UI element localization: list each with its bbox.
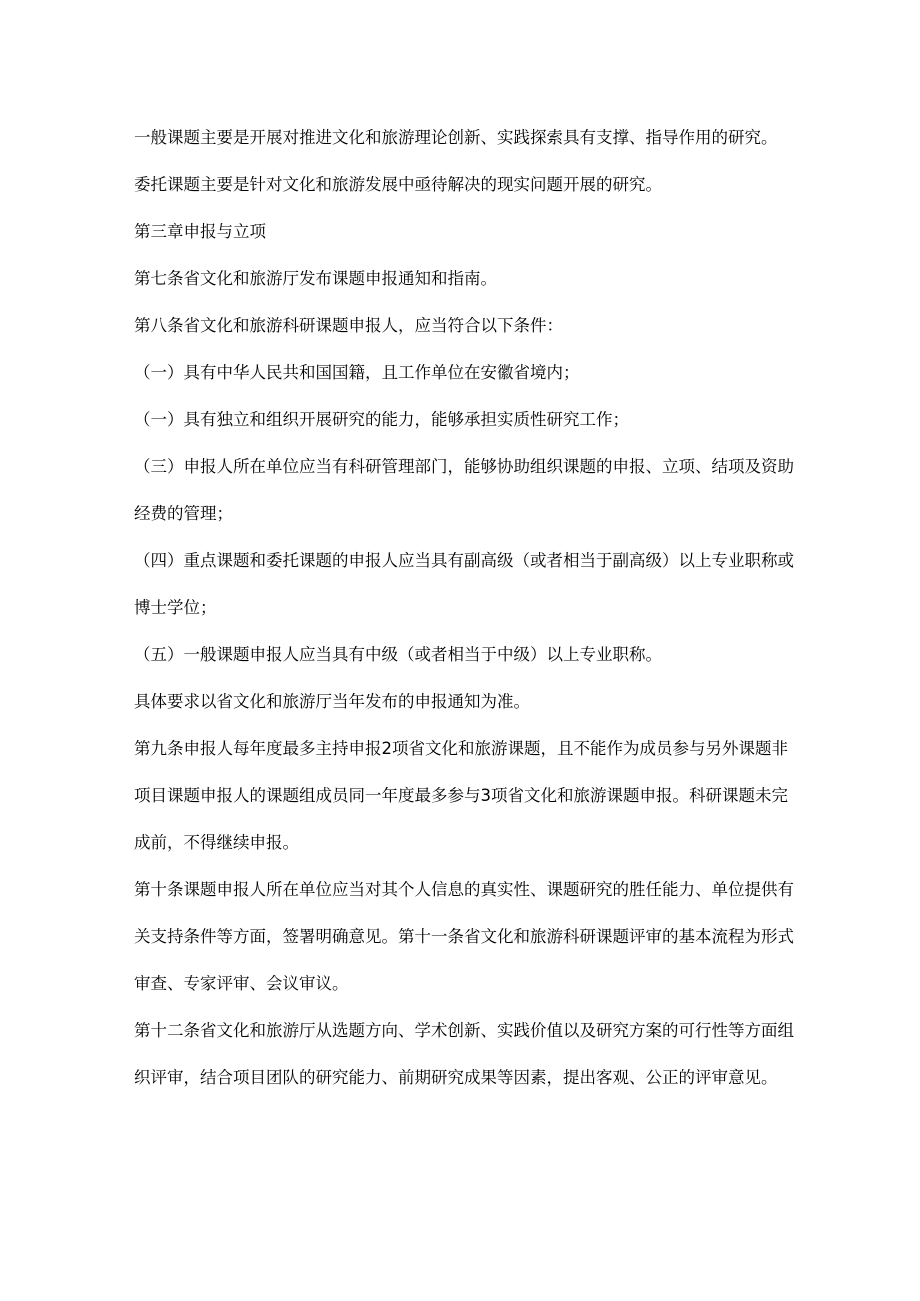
paragraph-commissioned-topics: 委托课题主要是针对文化和旅游发展中亟待解决的现实问题开展的研究。 <box>134 175 662 194</box>
condition-item-4: （四）重点课题和委托课题的申报人应当具有副高级（或者相当于副高级）以上专业职称或博士学位； <box>134 551 794 617</box>
paragraph-specific-requirements: 具体要求以省文化和旅游厅当年发布的申报通知为准。 <box>134 692 530 711</box>
condition-item-5: （五）一般课题申报人应当具有中级（或者相当于中级）以上专业职称。 <box>134 645 662 664</box>
paragraph-article-9: 第九条申报人每年度最多主持申报2项省文化和旅游课题，且不能作为成员参与另外课题非项目课题申报人的课题组成员同一年度最多参与3项省文化和旅游课题申报。科研课题未完成前，不得继续申报。 <box>134 739 788 852</box>
paragraph-general-topics: 一般课题主要是开展对推进文化和旅游理论创新、实践探索具有支撑、指导作用的研究。 <box>134 128 778 147</box>
paragraph-article-8: 第八条省文化和旅游科研课题申报人，应当符合以下条件： <box>134 316 563 335</box>
chapter-heading: 第三章申报与立项 <box>134 222 266 241</box>
paragraph-article-10-11: 第十条课题申报人所在单位应当对其个人信息的真实性、课题研究的胜任能力、单位提供有关支持条件等方面，签署明确意见。第十一条省文化和旅游科研课题评审的基本流程为形式审查、专家评审、会议审议。 <box>134 880 794 993</box>
paragraph-article-7: 第七条省文化和旅游厅发布课题申报通知和指南。 <box>134 269 497 288</box>
condition-item-2: （一）具有独立和组织开展研究的能力，能够承担实质性研究工作； <box>134 410 629 429</box>
condition-item-3: （三）申报人所在单位应当有科研管理部门，能够协助组织课题的申报、立项、结项及资助经费的管理； <box>134 457 794 523</box>
paragraph-article-12: 第十二条省文化和旅游厅从选题方向、学术创新、实践价值以及研究方案的可行性等方面组织评审，结合项目团队的研究能力、前期研究成果等因素，提出客观、公正的评审意见。 <box>134 1021 794 1087</box>
condition-item-1: （一）具有中华人民共和国国籍，且工作单位在安徽省境内； <box>134 363 580 382</box>
